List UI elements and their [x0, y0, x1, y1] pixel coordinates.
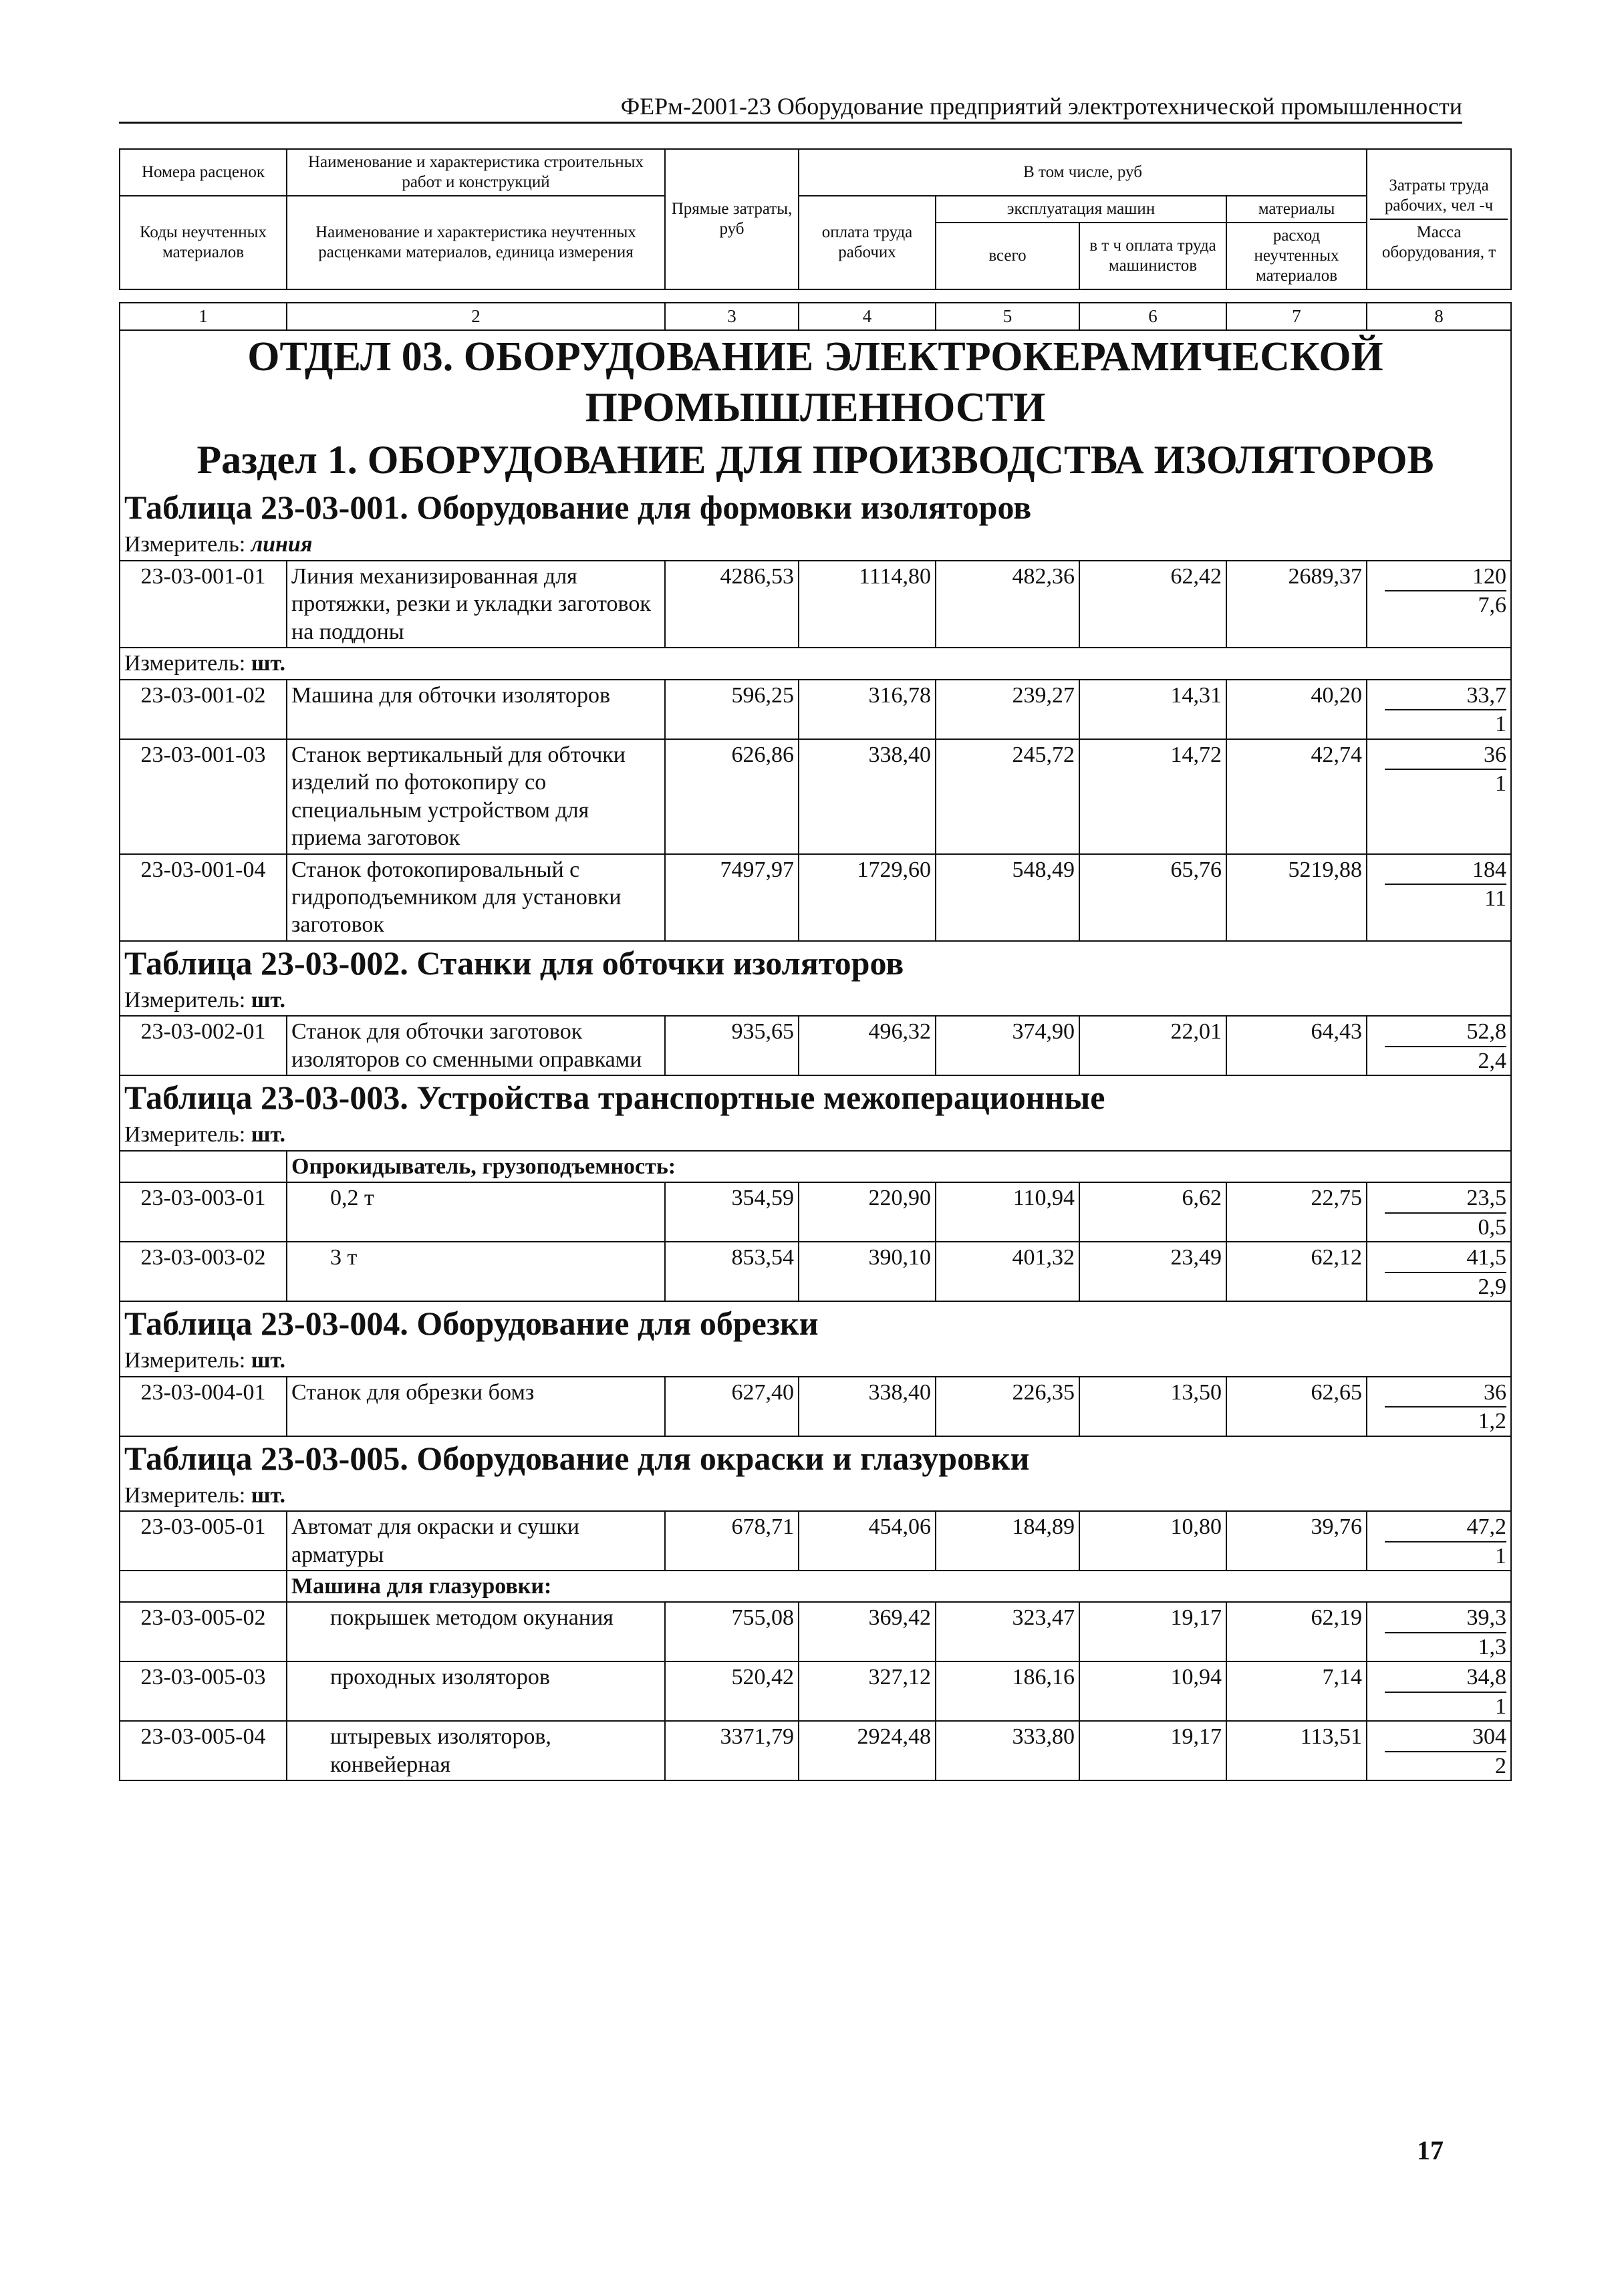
equipment-mass: 1: [1495, 1694, 1507, 1719]
value-machines: 323,47: [936, 1602, 1079, 1661]
table-row: [120, 1661, 1511, 1721]
equipment-mass: 11: [1484, 886, 1507, 911]
value-machines: 374,90: [936, 1016, 1079, 1075]
value-operators: 10,80: [1079, 1511, 1226, 1571]
measure-value: шт.: [251, 987, 286, 1013]
labor-hours: 23,5: [1385, 1184, 1506, 1213]
column-number: 7: [1226, 303, 1367, 330]
value-materials: 22,75: [1226, 1182, 1367, 1242]
column-number: 1: [120, 303, 287, 330]
column-number: 4: [799, 303, 936, 330]
value-machines: 245,72: [936, 739, 1079, 854]
header-col2: [287, 149, 665, 196]
header-col2-top: Наименование и характеристика строительных работ и конструкций: [307, 153, 644, 191]
labor-mass-cell: [1367, 854, 1511, 941]
labor-mass-cell: [1367, 1182, 1511, 1242]
value-direct: 853,54: [665, 1242, 799, 1301]
value-direct: 7497,97: [665, 854, 799, 941]
measure-value: шт.: [251, 1482, 286, 1508]
group-code-cell: [120, 1151, 287, 1182]
equipment-mass: 1,2: [1478, 1409, 1507, 1434]
measure-value: шт.: [251, 651, 286, 676]
value-labor-pay: 338,40: [799, 1377, 936, 1436]
value-direct: 520,42: [665, 1661, 799, 1721]
labor-hours: 36: [1385, 741, 1506, 770]
running-header: ФЕРм-2001-23 Оборудование предприятий электротехнической промышленности: [119, 92, 1462, 124]
value-labor-pay: 1729,60: [799, 854, 936, 941]
measure-unit: [120, 1119, 1511, 1150]
labor-mass-cell: [1367, 1016, 1511, 1075]
value-operators: 23,49: [1079, 1242, 1226, 1301]
value-machines: 401,32: [936, 1242, 1079, 1301]
table-row: [120, 1242, 1511, 1301]
equipment-mass: 2,4: [1478, 1048, 1507, 1073]
value-direct: 935,65: [665, 1016, 799, 1075]
table-row: [120, 1377, 1511, 1436]
header-col7: расход неучтенных материалов: [1226, 223, 1367, 289]
measure-row: [120, 529, 1511, 560]
header-col2-bottom: Наименование и характеристика неучтенных расценками материалов, единица измерения: [287, 196, 665, 289]
header-row-1: [120, 149, 1511, 196]
header-col8-top: Затраты труда рабочих, чел -ч: [1384, 176, 1494, 215]
rate-code: 23-03-001-02: [120, 680, 287, 739]
labor-hours: 52,8: [1385, 1018, 1506, 1047]
value-operators: 22,01: [1079, 1016, 1226, 1075]
rate-code: 23-03-004-01: [120, 1377, 287, 1436]
measure-label: Измеритель:: [124, 532, 246, 557]
section-title: Раздел 1. ОБОРУДОВАНИЕ ДЛЯ ПРОИЗВОДСТВА ИЗОЛЯТОРОВ: [120, 434, 1511, 486]
equipment-mass: 1: [1495, 771, 1507, 797]
rate-name: Машина для обточки изоляторов: [287, 680, 665, 739]
table-row: [120, 1721, 1511, 1780]
table-row: [120, 1602, 1511, 1661]
header-row-2: [120, 196, 1511, 223]
measure-row: [120, 648, 1511, 679]
measure-unit: [120, 648, 1511, 679]
rate-name: Станок вертикальный для обточки изделий по фотокопиру со специальным устройством для приема заготовок: [287, 739, 665, 854]
value-labor-pay: 496,32: [799, 1016, 936, 1075]
equipment-mass: 2: [1495, 1753, 1507, 1778]
value-operators: 62,42: [1079, 561, 1226, 648]
rate-name: Станок фотокопировальный с гидроподъемником для установки заготовок: [287, 854, 665, 941]
measure-label: Измеритель:: [124, 1122, 246, 1148]
value-labor-pay: 1114,80: [799, 561, 936, 648]
equipment-mass: 2,9: [1478, 1274, 1507, 1299]
header-col5: всего: [936, 223, 1079, 289]
value-labor-pay: 369,42: [799, 1602, 936, 1661]
value-materials: 5219,88: [1226, 854, 1367, 941]
rate-code: 23-03-001-01: [120, 561, 287, 648]
header-col3: Прямые затраты, руб: [665, 149, 799, 289]
labor-mass-cell: [1367, 680, 1511, 739]
rate-name: штыревых изоляторов, конвейерная: [287, 1721, 665, 1780]
value-machines: 226,35: [936, 1377, 1079, 1436]
value-machines: 186,16: [936, 1661, 1079, 1721]
labor-hours: 33,7: [1385, 682, 1506, 710]
value-materials: 2689,37: [1226, 561, 1367, 648]
value-materials: 7,14: [1226, 1661, 1367, 1721]
value-operators: 19,17: [1079, 1602, 1226, 1661]
value-labor-pay: 316,78: [799, 680, 936, 739]
labor-mass-cell: [1367, 1377, 1511, 1436]
table-title: Таблица 23-03-004. Оборудование для обрезки: [120, 1301, 1511, 1345]
labor-hours: 36: [1385, 1379, 1506, 1407]
labor-hours: 304: [1385, 1723, 1506, 1752]
value-direct: 627,40: [665, 1377, 799, 1436]
header-col1-bottom: Коды неучтенных материалов: [120, 196, 287, 289]
rate-name: 0,2 т: [287, 1182, 665, 1242]
labor-hours: 41,5: [1385, 1244, 1506, 1272]
rate-name: Станок для обточки заготовок изоляторов со сменными оправками: [287, 1016, 665, 1075]
table-title: Таблица 23-03-001. Оборудование для формовки изоляторов: [120, 486, 1511, 529]
value-operators: 19,17: [1079, 1721, 1226, 1780]
header-group: В том числе, руб: [799, 149, 1367, 196]
measure-value: шт.: [251, 1122, 286, 1148]
labor-mass-cell: [1367, 1511, 1511, 1571]
measure-unit: [120, 529, 1511, 560]
header-col8: [1367, 149, 1511, 289]
labor-mass-cell: [1367, 1242, 1511, 1301]
value-labor-pay: 327,12: [799, 1661, 936, 1721]
labor-mass-cell: [1367, 1661, 1511, 1721]
value-machines: 548,49: [936, 854, 1079, 941]
rate-code: 23-03-003-02: [120, 1242, 287, 1301]
measure-value: шт.: [251, 1348, 286, 1373]
equipment-mass: 1: [1495, 1543, 1507, 1569]
rate-code: 23-03-005-03: [120, 1661, 287, 1721]
value-materials: 42,74: [1226, 739, 1367, 854]
table-row: [120, 854, 1511, 941]
measure-label: Измеритель:: [124, 987, 246, 1013]
value-materials: 39,76: [1226, 1511, 1367, 1571]
measure-unit: [120, 985, 1511, 1016]
column-numbers-row: [120, 303, 1511, 330]
value-materials: 64,43: [1226, 1016, 1367, 1075]
value-direct: 678,71: [665, 1511, 799, 1571]
value-operators: 14,72: [1079, 739, 1226, 854]
group-row: [120, 1151, 1511, 1182]
group-code-cell: [120, 1571, 287, 1602]
table-row: [120, 680, 1511, 739]
rate-name: проходных изоляторов: [287, 1661, 665, 1721]
header-col4: оплата труда рабочих: [799, 196, 936, 289]
labor-hours: 184: [1385, 856, 1506, 885]
rate-name: покрышек методом окунания: [287, 1602, 665, 1661]
rate-code: 23-03-001-03: [120, 739, 287, 854]
value-machines: 482,36: [936, 561, 1079, 648]
value-machines: 239,27: [936, 680, 1079, 739]
value-labor-pay: 2924,48: [799, 1721, 936, 1780]
table-row: [120, 739, 1511, 854]
value-materials: 40,20: [1226, 680, 1367, 739]
header-materials-group: материалы: [1226, 196, 1367, 223]
column-number: 2: [287, 303, 665, 330]
group-row: [120, 1571, 1511, 1602]
rate-code: 23-03-001-04: [120, 854, 287, 941]
labor-mass-cell: [1367, 561, 1511, 648]
rate-name: Станок для обрезки бомз: [287, 1377, 665, 1436]
value-direct: 4286,53: [665, 561, 799, 648]
rates-table: [119, 148, 1512, 1781]
value-labor-pay: 220,90: [799, 1182, 936, 1242]
equipment-mass: 1: [1495, 712, 1507, 737]
measure-row: [120, 985, 1511, 1016]
column-number: 3: [665, 303, 799, 330]
measure-label: Измеритель:: [124, 651, 246, 676]
header-col1-top: Номера расценок: [141, 163, 265, 181]
measure-row: [120, 1480, 1511, 1511]
value-machines: 184,89: [936, 1511, 1079, 1571]
rate-code: 23-03-005-04: [120, 1721, 287, 1780]
value-direct: 354,59: [665, 1182, 799, 1242]
value-direct: 755,08: [665, 1602, 799, 1661]
labor-mass-cell: [1367, 739, 1511, 854]
value-direct: 3371,79: [665, 1721, 799, 1780]
rate-code: 23-03-005-01: [120, 1511, 287, 1571]
equipment-mass: 0,5: [1478, 1214, 1507, 1240]
value-labor-pay: 390,10: [799, 1242, 936, 1301]
table-title: Таблица 23-03-002. Станки для обточки изоляторов: [120, 941, 1511, 985]
table-row: [120, 561, 1511, 648]
measure-label: Измеритель:: [124, 1482, 246, 1508]
rate-name: Линия механизированная для протяжки, резки и укладки заготовок на поддоны: [287, 561, 665, 648]
rate-code: 23-03-005-02: [120, 1602, 287, 1661]
equipment-mass: 7,6: [1478, 593, 1507, 618]
equipment-mass: 1,3: [1478, 1634, 1507, 1659]
group-name: Опрокидыватель, грузоподъемность:: [287, 1151, 1511, 1182]
measure-label: Измеритель:: [124, 1348, 246, 1373]
table-title: Таблица 23-03-003. Устройства транспортные межоперационные: [120, 1075, 1511, 1119]
labor-hours: 34,8: [1385, 1663, 1506, 1692]
value-operators: 10,94: [1079, 1661, 1226, 1721]
column-number: 6: [1079, 303, 1226, 330]
value-direct: 626,86: [665, 739, 799, 854]
value-machines: 333,80: [936, 1721, 1079, 1780]
table-title: Таблица 23-03-005. Оборудование для окраски и глазуровки: [120, 1436, 1511, 1480]
header-col1: [120, 149, 287, 196]
page-number: 17: [1417, 2135, 1444, 2165]
value-direct: 596,25: [665, 680, 799, 739]
table-row: [120, 1511, 1511, 1571]
header-machines-group: эксплуатация машин: [936, 196, 1226, 223]
column-number: 5: [936, 303, 1079, 330]
value-operators: 65,76: [1079, 854, 1226, 941]
measure-row: [120, 1345, 1511, 1376]
value-materials: 62,19: [1226, 1602, 1367, 1661]
measure-unit: [120, 1345, 1511, 1376]
table-row: [120, 1182, 1511, 1242]
header-col8-bottom: Масса оборудования, т: [1381, 223, 1496, 261]
table-row: [120, 1016, 1511, 1075]
labor-mass-cell: [1367, 1721, 1511, 1780]
group-name: Машина для глазуровки:: [287, 1571, 1511, 1602]
value-operators: 13,50: [1079, 1377, 1226, 1436]
measure-row: [120, 1119, 1511, 1150]
value-materials: 62,12: [1226, 1242, 1367, 1301]
labor-mass-cell: [1367, 1602, 1511, 1661]
value-materials: 113,51: [1226, 1721, 1367, 1780]
value-machines: 110,94: [936, 1182, 1079, 1242]
department-title: ОТДЕЛ 03. ОБОРУДОВАНИЕ ЭЛЕКТРОКЕРАМИЧЕСКОЙ ПРОМЫШЛЕННОСТИ: [120, 330, 1511, 434]
column-number: 8: [1367, 303, 1511, 330]
labor-hours: 120: [1385, 563, 1506, 591]
rate-code: 23-03-003-01: [120, 1182, 287, 1242]
header-col6: в т ч оплата труда машинистов: [1079, 223, 1226, 289]
rate-name: Автомат для окраски и сушки арматуры: [287, 1511, 665, 1571]
rate-code: 23-03-002-01: [120, 1016, 287, 1075]
measure-unit: [120, 1480, 1511, 1511]
measure-value: линия: [251, 532, 313, 557]
labor-hours: 47,2: [1385, 1513, 1506, 1542]
value-labor-pay: 338,40: [799, 739, 936, 854]
labor-hours: 39,3: [1385, 1604, 1506, 1633]
value-labor-pay: 454,06: [799, 1511, 936, 1571]
value-materials: 62,65: [1226, 1377, 1367, 1436]
value-operators: 14,31: [1079, 680, 1226, 739]
rate-name: 3 т: [287, 1242, 665, 1301]
value-operators: 6,62: [1079, 1182, 1226, 1242]
